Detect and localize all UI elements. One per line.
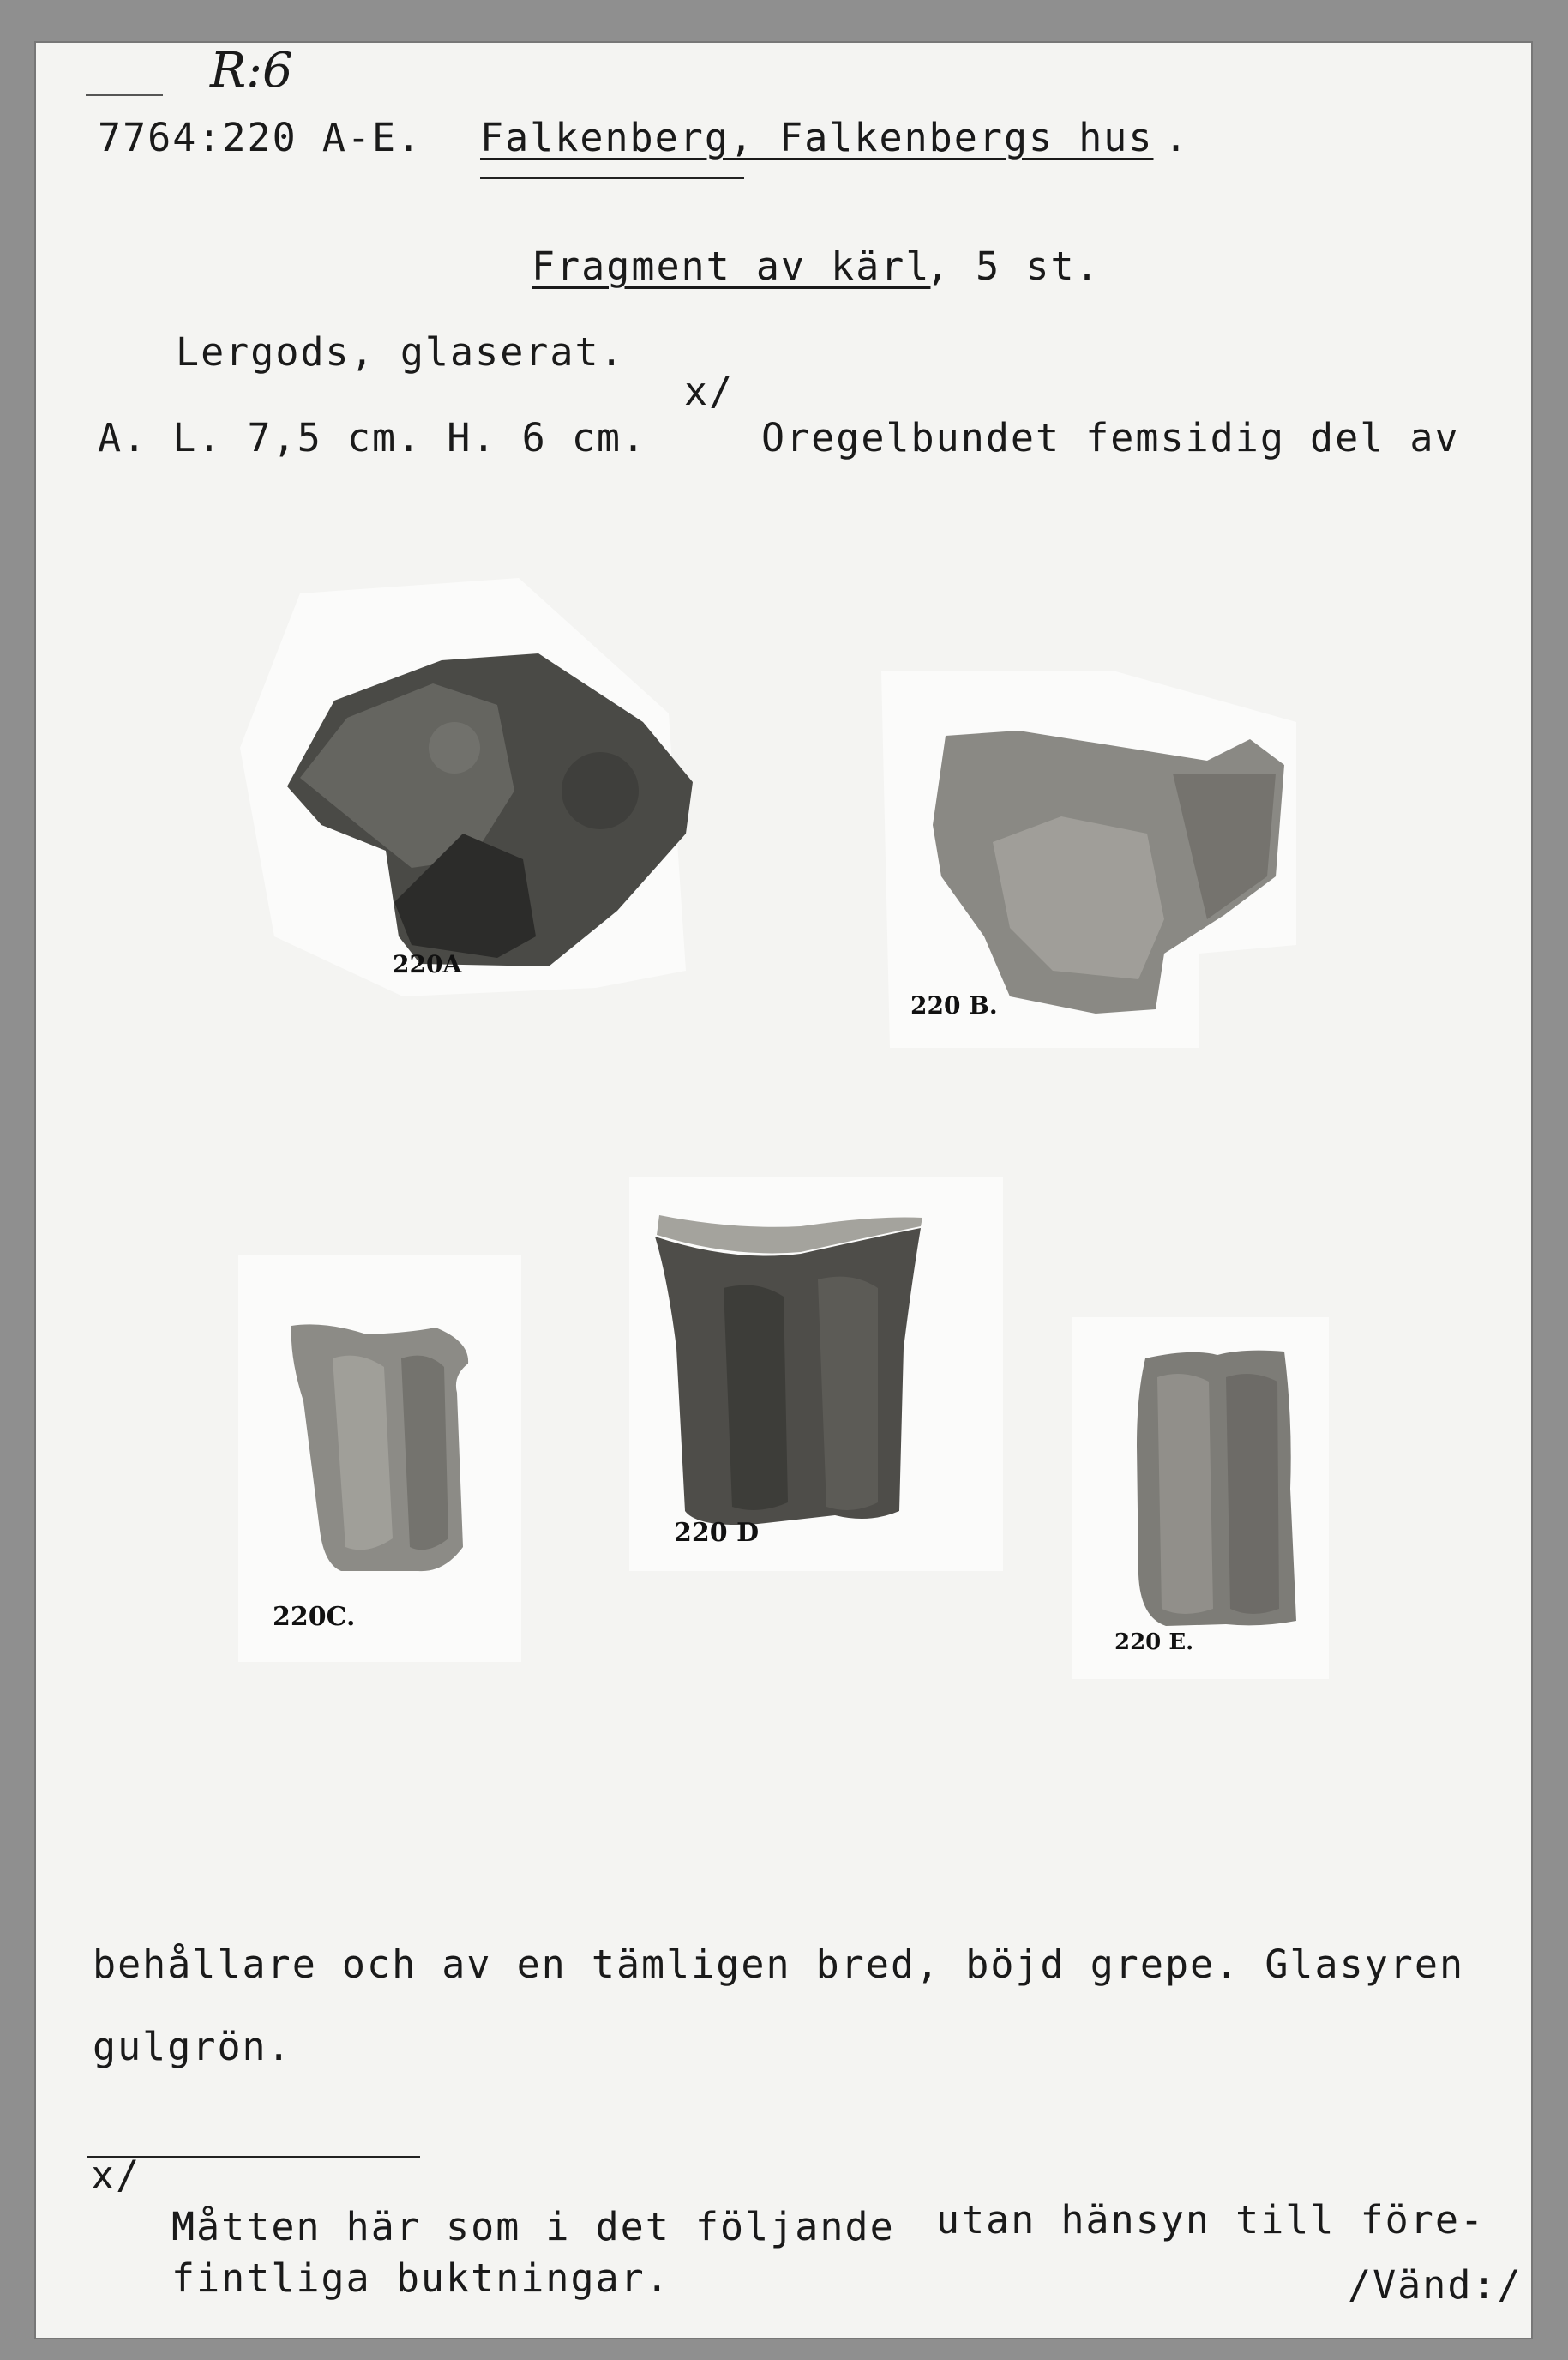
material: Lergods, glaserat. xyxy=(176,329,625,375)
location-end: . xyxy=(1164,115,1190,160)
handwritten-ref: R:6 xyxy=(210,43,293,99)
footnote-ref: x/ xyxy=(91,2152,141,2198)
footnote-line-1a: Måtten här som i det följande xyxy=(171,2204,895,2249)
photo-label-220d: 220 D xyxy=(674,1518,760,1548)
fragment-d-image xyxy=(629,1177,1003,1571)
object-count: , 5 st. xyxy=(926,244,1101,289)
turn-over-note: /Vänd:/ xyxy=(1348,2262,1523,2308)
fragment-e-image xyxy=(1072,1317,1329,1679)
photo-label-220e: 220 E. xyxy=(1114,1629,1194,1655)
catalog-card xyxy=(34,41,1533,2339)
location: Falkenberg, Falkenbergs hus xyxy=(480,115,1154,160)
photo-220c xyxy=(238,1255,521,1662)
photo-label-220a: 220A xyxy=(393,950,462,978)
photo-220b xyxy=(881,671,1296,1048)
description-line-2: behållare och av en tämligen bred, böjd grepe. Glasyren xyxy=(93,1942,1465,1987)
footnote-marker: x/ xyxy=(684,369,735,414)
fragment-a-image xyxy=(240,576,736,1005)
ref-rule xyxy=(86,94,163,96)
description-line-3: gulgrön. xyxy=(93,2024,292,2069)
object-title: Fragment av kärl xyxy=(532,244,931,289)
fragment-c-image xyxy=(238,1255,521,1662)
footnote-line-2: fintliga buktningar. xyxy=(171,2255,670,2301)
photo-label-220b: 220 B. xyxy=(910,991,998,1020)
footnote-line-1b: utan hänsyn till före- xyxy=(936,2197,1486,2243)
photo-220a xyxy=(240,576,736,1005)
photo-220e xyxy=(1072,1317,1329,1679)
photo-220d xyxy=(629,1177,1003,1571)
measurements: A. L. 7,5 cm. H. 6 cm. xyxy=(98,415,647,461)
location-double-underline xyxy=(480,177,744,179)
description-line-1: Oregelbundet femsidig del av xyxy=(761,415,1460,461)
catalog-number: 7764:220 A-E. xyxy=(98,115,423,160)
photo-label-220c: 220C. xyxy=(273,1602,356,1632)
